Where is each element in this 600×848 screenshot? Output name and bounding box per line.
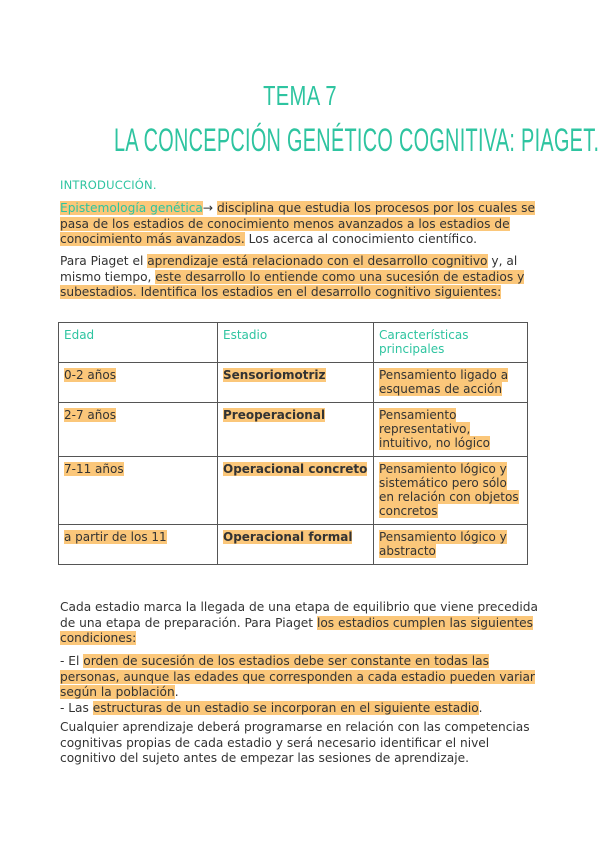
paragraph-epistemology <box>60 201 538 248</box>
text: Cada estadio marca la llegada de una etapa de equilibrio que viene precedida de una etapa de preparación. Para Piaget <box>60 600 538 630</box>
highlight-definition: disciplina que estudia los procesos por los cuales se pasa de los estadios de conocimiento menos avanzados a los estadios de conocimiento más avanzados. <box>60 201 535 246</box>
highlight-structures: estructuras de un estadio se incorporan en el siguiente estadio <box>92 700 479 715</box>
highlight-stages: este desarrollo lo entiende como una sucesión de estadios y subestadios. Identifica los estadios en el desarrollo cognitivo siguientes: <box>60 269 525 299</box>
section-heading-introduction: INTRODUCCIÓN. <box>60 178 157 192</box>
cell-estadio: Operacional concreto <box>218 457 374 525</box>
paragraph-conditions <box>60 654 538 716</box>
header-edad: Edad <box>59 323 218 363</box>
text: Para Piaget el <box>60 254 148 268</box>
page-title: LA CONCEPCIÓN GENÉTICO COGNITIVA: PIAGET. <box>114 122 600 158</box>
stages-table <box>58 322 528 565</box>
text: . <box>478 700 483 715</box>
cell-edad: a partir de los 11 <box>59 525 218 565</box>
cell-estadio: Operacional formal <box>218 525 374 565</box>
highlight-order: orden de sucesión de los estadios debe ser constante en todas las personas, aunque las edades que corresponden a cada estadio pueden variar según la población <box>60 654 535 699</box>
highlight-conditions: los estadios cumplen las siguientes condiciones: <box>60 615 533 645</box>
cell-estadio: Preoperacional <box>218 403 374 457</box>
header-caracteristicas: Características principales <box>374 323 528 363</box>
highlight-learning: aprendizaje está relacionado con el desarrollo cognitivo <box>147 254 488 268</box>
cell-caracteristicas: Pensamiento lógico y abstracto <box>374 525 528 565</box>
text: . <box>174 685 179 699</box>
table-header-row <box>59 323 528 363</box>
cell-caracteristicas: Pensamiento ligado a esquemas de acción <box>374 363 528 403</box>
text-rest: Los acerca al conocimiento científico. <box>244 232 478 246</box>
text: y, al mismo tiempo, <box>60 254 518 284</box>
arrow-icon: → <box>202 201 214 215</box>
paragraph-learning: Cualquier aprendizaje deberá programarse en relación con las competencias cognitivas propias de cada estadio y será necesario identificar el nivel cognitivo del sujeto antes de empezar las sesiones de aprendizaje. <box>60 720 530 765</box>
table-row <box>59 363 528 403</box>
paragraph-piaget <box>60 254 538 301</box>
cell-edad: 2-7 años <box>59 403 218 457</box>
header-estadio: Estadio <box>218 323 374 363</box>
cell-edad: 7-11 años <box>59 457 218 525</box>
table-row <box>59 457 528 525</box>
table-row <box>59 403 528 457</box>
text: - Las <box>60 700 93 715</box>
text: - El <box>60 654 84 668</box>
term-epistemology: Epistemología genética <box>60 201 203 215</box>
paragraph-equilibrium <box>60 600 538 647</box>
cell-estadio: Sensoriomotriz <box>218 363 374 403</box>
cell-caracteristicas: Pensamiento lógico y sistemático pero sólo en relación con objetos concretos <box>374 457 528 525</box>
cell-edad: 0-2 años <box>59 363 218 403</box>
topic-number: TEMA 7 <box>263 80 337 111</box>
table-row <box>59 525 528 565</box>
cell-caracteristicas: Pensamiento representativo, intuitivo, no lógico <box>374 403 528 457</box>
